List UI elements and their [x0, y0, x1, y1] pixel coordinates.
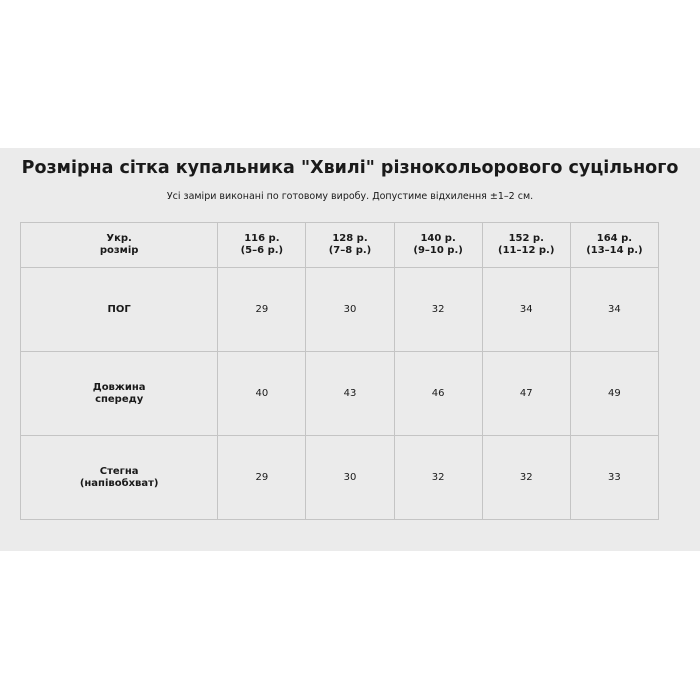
table-header-row [21, 223, 659, 268]
column-header-size: 116 р. [244, 233, 280, 244]
table-cell: 43 [306, 352, 394, 436]
column-header [218, 223, 306, 268]
column-header-age: (13–14 р.) [586, 245, 643, 256]
table-cell: 46 [394, 352, 482, 436]
table-cell: 30 [306, 268, 394, 352]
column-header-age: (7–8 р.) [328, 245, 372, 256]
row-header-label-line-2: спереду [95, 393, 144, 405]
page-title: Розмірна сітка купальника "Хвилі" різнокольорового суцільного [21, 158, 679, 178]
row-header [21, 268, 218, 352]
column-header-size: 164 р. [596, 233, 633, 244]
column-header [482, 223, 570, 268]
column-header [394, 223, 482, 268]
row-header [21, 436, 218, 520]
table-cell: 40 [218, 352, 306, 436]
column-header-size: 128 р. [332, 233, 368, 244]
row-header-label-line-2: (напівобхват) [79, 477, 159, 489]
table-cell: 29 [218, 436, 306, 520]
table-cell: 32 [394, 436, 482, 520]
table-row [21, 352, 659, 436]
row-header-label-line-1: Довжина [92, 381, 146, 393]
corner-header-line-2: розмір [99, 245, 139, 256]
table-cell: 29 [218, 268, 306, 352]
table-row [21, 268, 659, 352]
table-cell: 30 [306, 436, 394, 520]
row-header-label-line-1: Стегна [99, 465, 139, 477]
corner-header [21, 223, 218, 268]
column-header-size: 152 р. [508, 233, 544, 244]
size-chart-table [20, 222, 659, 520]
table-cell: 34 [570, 268, 658, 352]
table-cell: 34 [482, 268, 570, 352]
row-header-label: ПОГ [107, 303, 131, 315]
column-header-age: (5–6 р.) [240, 245, 284, 256]
column-header [306, 223, 394, 268]
corner-header-line-1: Укр. [106, 233, 132, 244]
table-cell: 32 [394, 268, 482, 352]
column-header-age: (11–12 р.) [498, 245, 555, 256]
row-header [21, 352, 218, 436]
table-cell: 49 [570, 352, 658, 436]
column-header-age: (9–10 р.) [413, 245, 463, 256]
table-cell: 47 [482, 352, 570, 436]
table-cell: 32 [482, 436, 570, 520]
table-cell: 33 [570, 436, 658, 520]
column-header [570, 223, 658, 268]
column-header-size: 140 р. [420, 233, 456, 244]
page-subtitle: Усі заміри виконані по готовому виробу. Допустиме відхилення ±1–2 см. [166, 191, 534, 202]
table-row [21, 436, 659, 520]
